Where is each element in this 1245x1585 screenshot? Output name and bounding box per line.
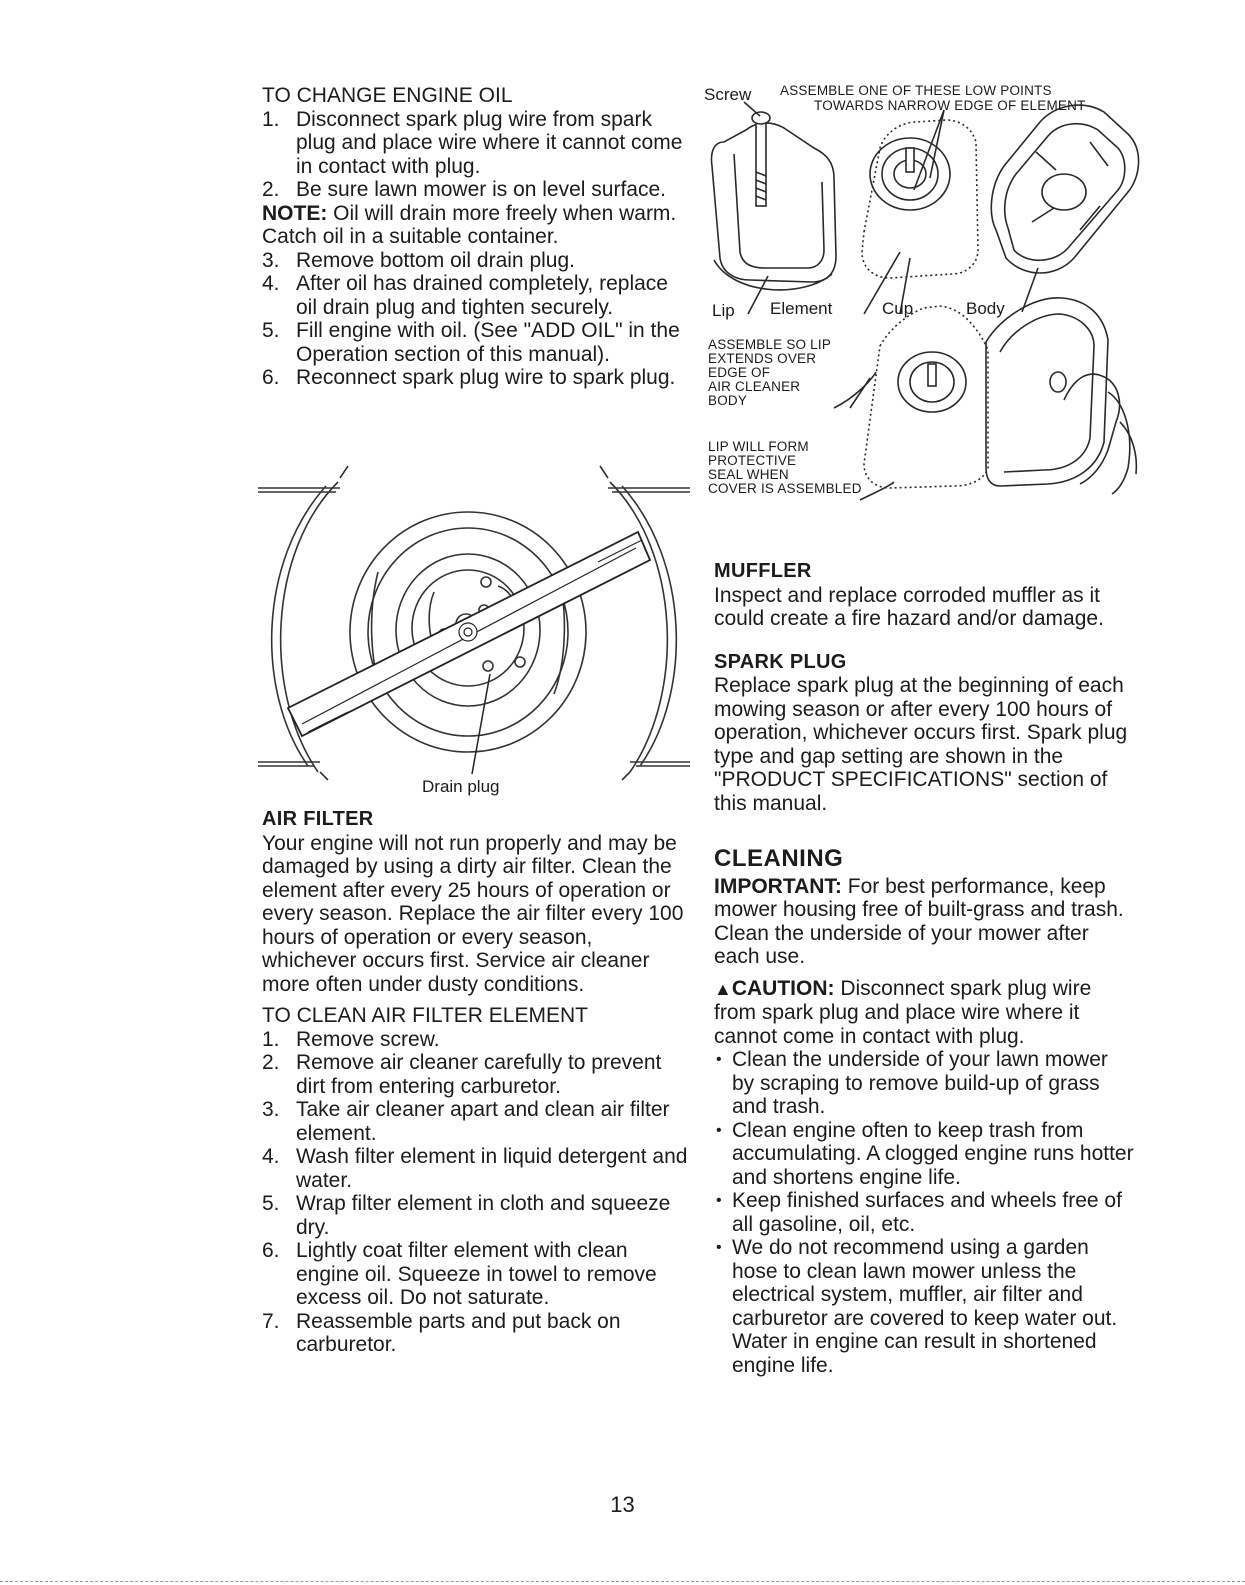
- caption-line: SEAL WHEN: [708, 467, 789, 482]
- step-number: 3.: [262, 1098, 280, 1121]
- caption-line: LIP WILL FORM: [708, 439, 809, 454]
- air-filter-body: Your engine will not run properly and may be damaged by using a dirty air filter. Clean the element after every 25 hours of operation or every season. Replace the air filter every 100 hours of operation or every season, whichever occurs first. Service air cleaner more often under dusty conditions.: [262, 831, 684, 996]
- air-filter-figure: [704, 82, 1144, 514]
- step-text: Reassemble parts and put back on carburetor.: [296, 1309, 621, 1356]
- spark-plug-body: Replace spark plug at the beginning of each mowing season or after every 100 hours of operation, whichever occurs first. Spark plug type and gap setting are shown in the "PRODUCT SPECIFICATIONS" section of this manual.: [714, 674, 1128, 815]
- list-item: [262, 1310, 692, 1357]
- list-item: • Clean the underside of your lawn mower by scraping to remove build-up of grass and trash.: [714, 1048, 1134, 1119]
- assemble-lip-caption: [708, 338, 831, 408]
- caption-line: COVER IS ASSEMBLED: [708, 481, 862, 496]
- step-text: Fill engine with oil. (See "ADD OIL" in the Operation section of this manual).: [296, 319, 680, 366]
- body-label: Body: [966, 299, 1005, 318]
- list-item: [262, 1051, 692, 1098]
- step-number: 2.: [262, 178, 280, 201]
- mower-underside-drawing: [258, 462, 690, 802]
- clean-air-filter-heading: TO CLEAN AIR FILTER ELEMENT: [262, 1004, 588, 1027]
- screw-label: Screw: [704, 85, 752, 104]
- step-text: Lightly coat filter element with clean engine oil. Squeeze in towel to remove excess oil. Do not saturate.: [296, 1239, 657, 1309]
- caution-icon: ▲: [714, 978, 732, 999]
- spark-plug-heading: SPARK PLUG: [714, 650, 847, 673]
- seal-caption: [708, 440, 862, 496]
- cleaning-heading: CLEANING: [714, 845, 844, 872]
- list-item: [262, 178, 692, 202]
- caption-line: BODY: [708, 393, 748, 408]
- change-oil-heading: TO CHANGE ENGINE OIL: [262, 84, 513, 107]
- change-oil-section: [262, 84, 692, 390]
- step-number: 4.: [262, 1145, 280, 1168]
- muffler-heading: MUFFLER: [714, 560, 812, 582]
- step-text: After oil has drained completely, replace oil drain plug and tighten securely.: [296, 272, 668, 319]
- mower-underside-figure: [258, 462, 690, 802]
- step-number: 6.: [262, 1239, 280, 1262]
- list-item: [262, 1098, 692, 1145]
- step-number: 2.: [262, 1051, 280, 1074]
- low-points-label-line1: ASSEMBLE ONE OF THESE LOW POINTS: [780, 83, 1052, 98]
- step-number: 5.: [262, 1192, 280, 1215]
- list-item: [262, 108, 692, 179]
- element-label: Element: [770, 299, 833, 318]
- step-number: 3.: [262, 248, 280, 272]
- caption-line: EXTENDS OVER: [708, 351, 817, 366]
- list-item: [262, 319, 692, 366]
- page-divider: [0, 1581, 1245, 1582]
- step-text: Remove screw.: [296, 1027, 440, 1051]
- list-item: [262, 366, 692, 390]
- right-column: [714, 560, 1134, 1377]
- important-label: IMPORTANT:: [714, 874, 842, 898]
- step-number: 5.: [262, 319, 280, 342]
- list-item: [262, 1028, 692, 1052]
- caption-line: PROTECTIVE: [708, 453, 797, 468]
- important-paragraph: [714, 875, 1134, 969]
- note-label: NOTE:: [262, 201, 328, 225]
- list-item: [262, 1192, 692, 1239]
- step-text: Wrap filter element in cloth and squeeze dry.: [296, 1192, 671, 1239]
- lip-label: Lip: [712, 301, 735, 320]
- step-number: 1.: [262, 107, 280, 131]
- air-filter-heading: AIR FILTER: [262, 808, 374, 830]
- step-text: Disconnect spark plug wire from spark plug and place wire where it cannot come in contact with plug.: [296, 107, 683, 178]
- list-item: • Keep finished surfaces and wheels free of all gasoline, oil, etc.: [714, 1189, 1134, 1236]
- drain-plug-label: Drain plug: [422, 777, 500, 796]
- step-text: Remove bottom oil drain plug.: [296, 248, 575, 272]
- caution-text: Disconnect spark plug wire from spark plug and place wire where it cannot come in contact with plug.: [714, 976, 1092, 1048]
- air-filter-section: [262, 808, 692, 1357]
- step-text: Be sure lawn mower is on level surface.: [296, 178, 666, 201]
- list-item: [262, 272, 692, 319]
- step-number: 1.: [262, 1027, 280, 1051]
- step-text: Wash filter element in liquid detergent and water.: [296, 1145, 688, 1192]
- page-number: 13: [610, 1492, 635, 1517]
- list-item: [262, 249, 692, 273]
- important-text: For best performance, keep mower housing free of built-grass and trash. Clean the underside of your mower after each use.: [714, 874, 1124, 968]
- cup-label: Cup: [882, 299, 914, 318]
- step-number: 4.: [262, 272, 280, 295]
- caption-line: ASSEMBLE SO LIP: [708, 337, 832, 352]
- step-number: 6.: [262, 366, 280, 389]
- list-item: [262, 1145, 692, 1192]
- step-text: Remove air cleaner carefully to prevent dirt from entering carburetor.: [296, 1051, 662, 1098]
- oil-note: [262, 202, 692, 249]
- list-item: • Clean engine often to keep trash from accumulating. A clogged engine runs hotter and shortens engine life.: [714, 1119, 1134, 1190]
- step-text: Reconnect spark plug wire to spark plug.: [296, 366, 676, 389]
- list-item: [262, 1239, 692, 1310]
- change-oil-steps-b: [262, 249, 692, 390]
- low-points-label-line2: TOWARDS NARROW EDGE OF ELEMENT: [814, 98, 1086, 113]
- clean-air-filter-steps: [262, 1028, 692, 1357]
- note-text: Oil will drain more freely when warm. Catch oil in a suitable container.: [262, 201, 677, 248]
- caution-label: CAUTION:: [731, 976, 835, 1000]
- step-number: 7.: [262, 1309, 280, 1333]
- list-item: • We do not recommend using a garden hose to clean lawn mower unless the electrical system, muffler, air filter and carburetor are covered to keep water out. Water in engine can result in shortened engine life.: [714, 1236, 1134, 1377]
- step-text: Take air cleaner apart and clean air filter element.: [296, 1098, 670, 1145]
- muffler-body: Inspect and replace corroded muffler as it could create a fire hazard and/or damage.: [714, 583, 1104, 630]
- caption-line: EDGE OF: [708, 365, 771, 380]
- change-oil-steps-a: [262, 108, 692, 202]
- caption-line: AIR CLEANER: [708, 379, 801, 394]
- cleaning-bullets: [714, 1048, 1134, 1377]
- caution-paragraph: [714, 977, 1134, 1049]
